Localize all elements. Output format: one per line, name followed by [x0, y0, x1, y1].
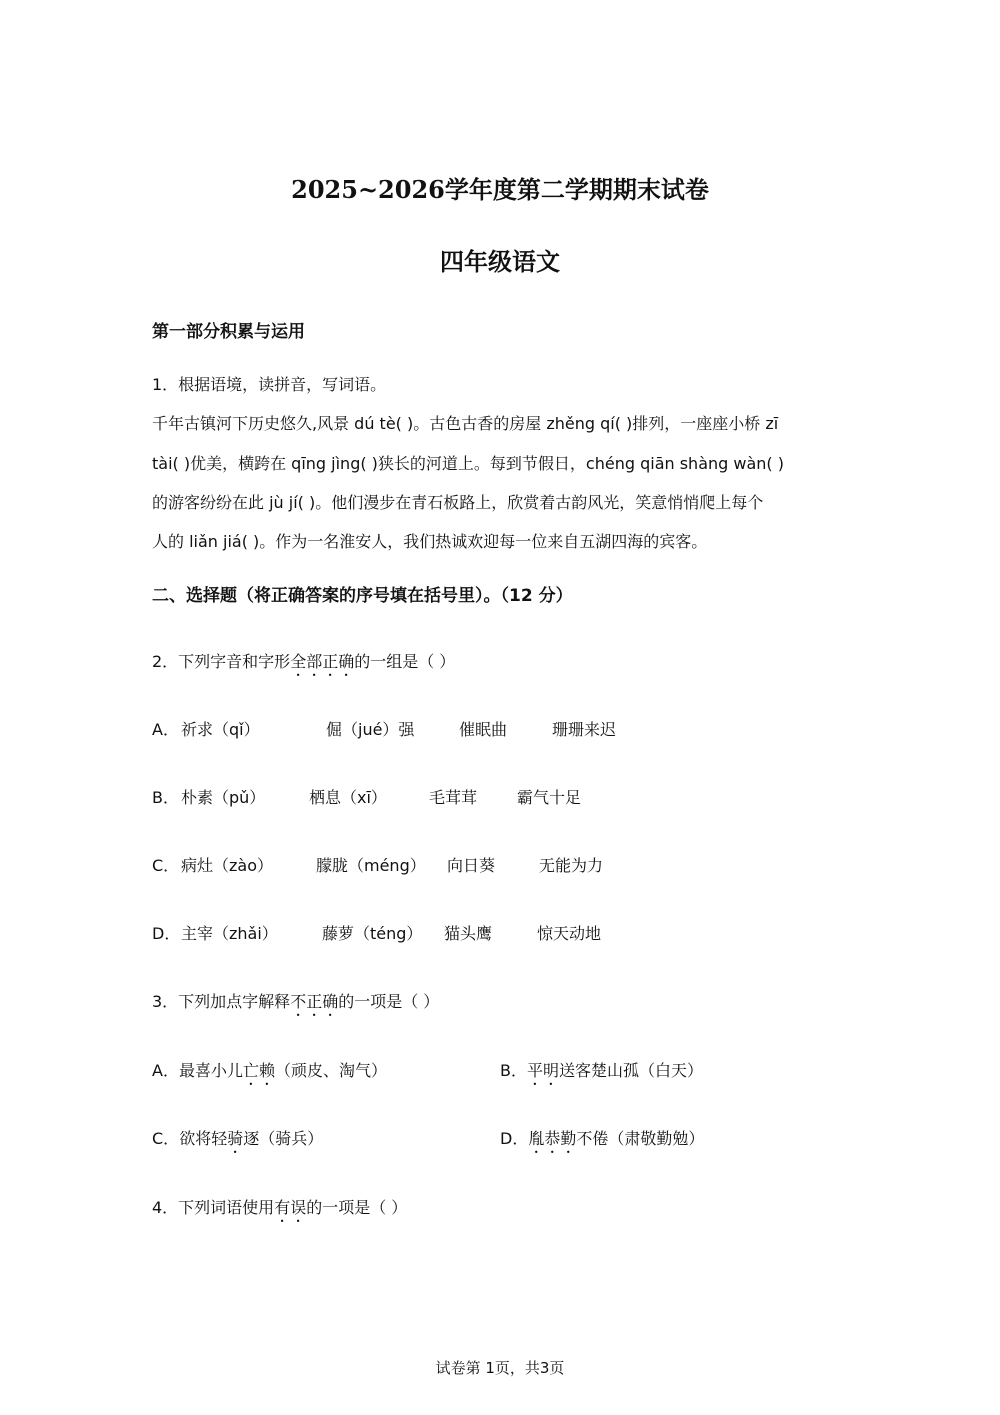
option-letter: C．	[152, 1129, 180, 1148]
option-text: 送客楚山孤（白天）	[559, 1061, 704, 1080]
q2-a-word-4: 珊珊来迟	[552, 720, 617, 739]
q3-option-d[interactable]	[500, 1126, 704, 1157]
option-letter: B．	[500, 1061, 527, 1080]
q4-emphasis: 有误	[274, 1198, 307, 1217]
option-letter: D．	[500, 1129, 529, 1148]
q2-a-word-1: 祈求（qǐ）	[181, 720, 260, 739]
option-text: （顽皮、淘气）	[274, 1061, 387, 1080]
option-letter: A．	[152, 720, 179, 739]
q1-line-3: 的游客纷纷在此 jù jí( )。他们漫步在青石板路上，欣赏着古韵风光，笑意悄悄爬上每个	[152, 493, 764, 512]
q4-prefix: 4．下列词语使用	[152, 1198, 275, 1217]
q3-stem	[152, 989, 439, 1020]
q2-prefix: 2．下列字音和字形	[152, 652, 291, 671]
exam-title: 2025~2026学年度第二学期期末试卷	[291, 175, 709, 204]
q2-d-word-2: 藤萝（téng）	[322, 924, 423, 943]
q2-c-word-2: 朦胧（méng）	[316, 856, 426, 875]
q2-option-b[interactable]	[152, 785, 179, 808]
option-text: 最喜小儿	[178, 1061, 243, 1080]
q2-c-word-1: 病灶（zào）	[181, 856, 273, 875]
q4-stem	[152, 1195, 407, 1226]
part1-heading: 第一部分积累与运用	[152, 322, 305, 342]
q2-b-word-2: 栖息（xī）	[309, 788, 387, 807]
q3-prefix: 3．下列加点字解释	[152, 992, 291, 1011]
q1-line-1: 千年古镇河下历史悠久,风景 dú tè( )。古色古香的房屋 zhěng qí( )排列，一座座小桥 zī	[152, 414, 779, 433]
option-dotted-word: 胤恭勤	[528, 1129, 577, 1148]
q2-suffix: 的一组是（ ）	[354, 652, 456, 671]
q3-option-a[interactable]	[152, 1058, 387, 1089]
option-text: 欲将轻	[179, 1129, 228, 1148]
q1-line-2: tài( )优美，横跨在 qīng jìng( )狭长的河道上。每到节假日，chéng qiān shàng wàn( )	[152, 454, 784, 473]
q2-c-word-4: 无能为力	[539, 856, 604, 875]
option-text: 不倦（肃敬勤勉）	[576, 1129, 705, 1148]
option-dotted-word: 亡赖	[242, 1061, 275, 1080]
q2-option-c[interactable]	[152, 853, 179, 876]
q1-line-4: 人的 liǎn jiá( )。作为一名淮安人，我们热诚欢迎每一位来自五湖四海的宾客。	[152, 532, 708, 551]
exam-subtitle: 四年级语文	[440, 247, 560, 276]
q2-d-word-1: 主宰（zhǎi）	[181, 924, 278, 943]
q3-emphasis: 不正确	[290, 992, 339, 1011]
q2-c-word-3: 向日葵	[447, 856, 496, 875]
q2-option-d[interactable]	[152, 921, 180, 944]
q3-suffix: 的一项是（ ）	[338, 992, 440, 1011]
part2-heading: 二、选择题（将正确答案的序号填在括号里）。（12 分）	[152, 586, 573, 606]
q2-emphasis: 全部正确	[290, 652, 355, 671]
q2-a-word-2: 倔（jué）强	[326, 720, 415, 739]
q3-option-b[interactable]	[500, 1058, 703, 1089]
q4-suffix: 的一项是（ ）	[306, 1198, 408, 1217]
option-letter: A．	[152, 1061, 179, 1080]
option-letter: D．	[152, 924, 181, 943]
q2-stem	[152, 649, 455, 680]
option-letter: C．	[152, 856, 180, 875]
option-text: 逐（骑兵）	[243, 1129, 324, 1148]
q2-b-word-4: 霸气十足	[517, 788, 582, 807]
q1-prompt: 1．根据语境，读拼音，写词语。	[152, 375, 387, 394]
q2-a-word-3: 催眠曲	[459, 720, 508, 739]
option-dotted-word: 骑	[227, 1129, 244, 1148]
q2-d-word-3: 猫头鹰	[444, 924, 493, 943]
page-footer: 试卷第 1页，共3页	[435, 1359, 565, 1377]
q3-option-c[interactable]	[152, 1126, 323, 1157]
q2-option-a[interactable]	[152, 717, 179, 740]
q2-d-word-4: 惊天动地	[537, 924, 602, 943]
q2-b-word-1: 朴素（pǔ）	[181, 788, 266, 807]
q2-b-word-3: 毛茸茸	[429, 788, 478, 807]
option-dotted-word: 平明	[526, 1061, 559, 1080]
option-letter: B．	[152, 788, 179, 807]
